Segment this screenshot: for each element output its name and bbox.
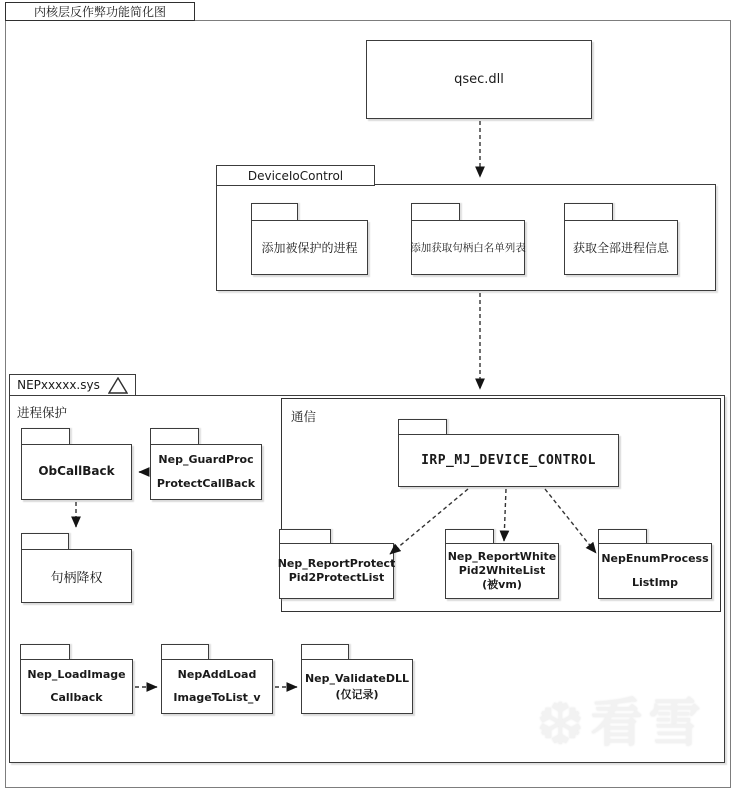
snowflake-icon: ❆ — [536, 690, 585, 758]
folder-validatedll-line1: Nep_ValidateDLL — [304, 672, 410, 686]
node-qsec-dll-label: qsec.dll — [454, 72, 504, 87]
folder-add-protected-process — [251, 220, 368, 275]
folder-irp-mj-device-control — [398, 434, 619, 487]
folder-report-white-line1: Nep_ReportWhite — [447, 550, 557, 564]
package-deviceiocontrol-tab — [216, 165, 375, 186]
folder-obcallback-label: ObCallBack — [38, 464, 115, 479]
folder-guardproc-line1: Nep_GuardProc — [158, 453, 254, 467]
folder-addload-line1: NepAddLoad — [177, 667, 257, 681]
folder-guardproc — [150, 444, 262, 500]
folder-irp-label: IRP_MJ_DEVICE_CONTROL — [421, 453, 596, 468]
folder-enum-process-line1: NepEnumProcess — [601, 552, 709, 566]
package-nep-sys-label: NEPxxxxx.sys — [17, 378, 100, 392]
diagram-title-tab — [5, 2, 195, 21]
folder-loadimage-line1: Nep_LoadImage — [27, 667, 126, 681]
folder-add-protected-process-label: 添加被保护的进程 — [261, 241, 358, 255]
folder-guardproc-line2: ProtectCallBack — [156, 476, 256, 490]
folder-report-protect-line1: Nep_ReportProtect — [277, 556, 396, 570]
folder-addload-line2: ImageToList_v — [173, 691, 261, 704]
folder-get-all-process-info-label: 获取全部进程信息 — [572, 241, 669, 255]
folder-report-white-line3: (被vm) — [482, 577, 522, 591]
folder-enum-process — [598, 543, 712, 599]
folder-get-all-process-info — [564, 220, 678, 275]
diagram-title: 内核层反作弊功能简化图 — [33, 5, 166, 19]
folder-add-handle-whitelist-label: 添加获取句柄白名单列表 — [410, 242, 526, 254]
folder-report-protect — [279, 543, 394, 599]
package-deviceiocontrol-label: DeviceIoControl — [247, 168, 344, 183]
folder-obcallback — [21, 444, 132, 500]
triangle-icon — [108, 377, 128, 394]
watermark-text: 看雪 — [590, 694, 707, 754]
package-nep-sys-tab — [9, 374, 136, 396]
folder-addload — [161, 659, 273, 714]
section-process-protect-label — [17, 403, 67, 421]
folder-loadimage-line2: Callback — [50, 691, 103, 704]
folder-validatedll-line2: (仅记录) — [335, 687, 379, 701]
folder-add-handle-whitelist — [411, 220, 525, 275]
section-comm-text: 通信 — [291, 409, 317, 424]
folder-handle-demote-label: 句柄降权 — [50, 570, 103, 586]
section-process-protect-text: 进程保护 — [17, 405, 68, 420]
folder-loadimage — [20, 659, 133, 714]
node-qsec-dll — [366, 40, 592, 119]
folder-handle-demote — [21, 549, 132, 603]
folder-report-protect-line2: Pid2ProtectList — [288, 571, 385, 584]
folder-enum-process-line2: ListImp — [631, 575, 678, 589]
section-comm-label — [291, 407, 316, 425]
folder-validatedll — [301, 659, 413, 714]
folder-report-white-line2: Pid2WhiteList — [458, 564, 546, 578]
folder-report-white — [445, 543, 559, 599]
